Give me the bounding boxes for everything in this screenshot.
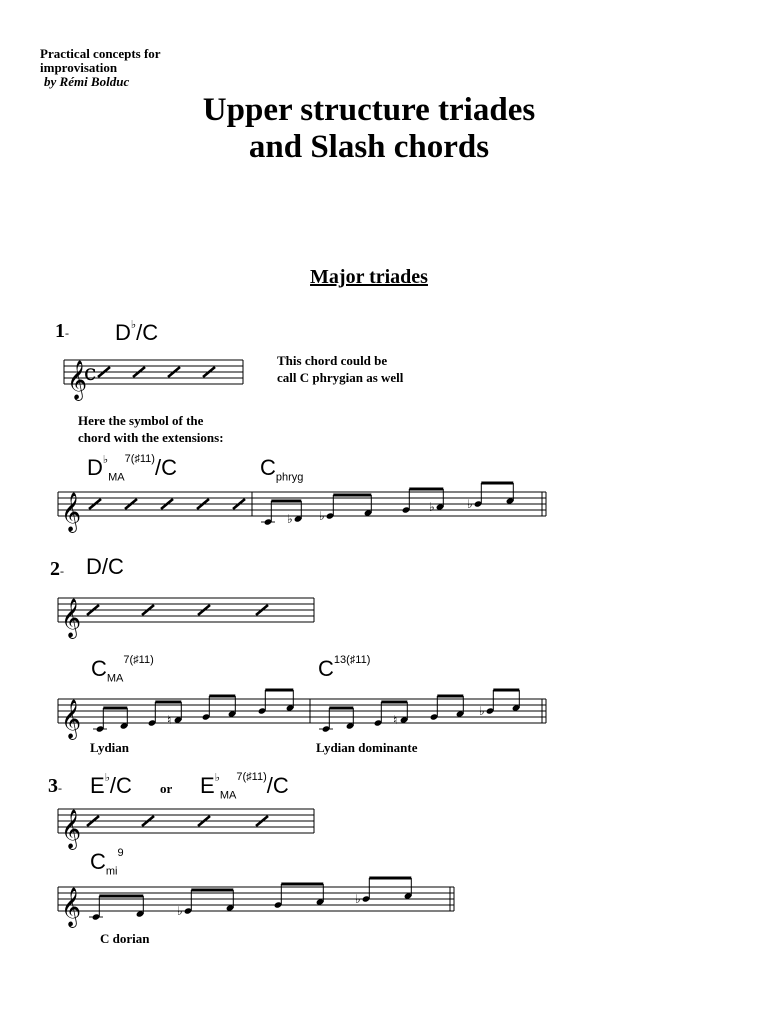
flat-icon: ♭ [177,904,183,918]
chord-root: D [115,320,131,345]
author-credit: by Rémi Bolduc [44,74,130,89]
flat-icon: ♭ [287,512,293,526]
chord-symbol-dbma7-over-c [87,455,177,483]
extensions-intro-line2: chord with the extensions: [78,430,224,445]
chord-symbol-c13-sharp11 [318,656,370,682]
label-c-dorian: C dorian [100,931,150,946]
treble-clef-icon: 𝄞 [61,809,82,849]
chord-quality: MA [106,672,124,685]
extensions-intro [78,412,224,446]
example-1-number: 1- [55,320,69,342]
example-3-number-value: 3 [48,775,58,797]
chord-quality: MA [108,471,125,484]
flat-icon: ♭ [467,497,473,511]
chord-bass: /C [154,455,177,480]
chord-symbol-cmi9 [90,849,124,877]
course-subtitle-line2: improvisation [40,60,118,75]
or-connector: or [160,781,173,796]
chord-extension: 9 [117,847,124,859]
flat-icon: ♭ [429,500,435,514]
chord-quality: mi [105,865,118,878]
page-title-line1: Upper structure triades [202,92,536,128]
chord-root: E [90,773,105,798]
treble-clef-icon: 𝄞 [67,360,88,400]
chord-root: C [90,849,106,874]
phrygian-note-line1: This chord could be [277,353,388,368]
chord-extension: 7(♯11) [124,453,155,465]
chord-extension: 7(♯11) [236,771,267,783]
natural-icon: ♮ [167,713,172,727]
label-lydian-dominante: Lydian dominante [316,740,418,755]
flat-sign: ♭ [102,454,109,466]
chord-extension: 7(♯11) [123,654,154,666]
chord-bass: /C [136,320,159,345]
example-3-number: 3- [48,775,62,797]
treble-clef-icon: 𝄞 [61,492,82,532]
chord-root: D [87,455,103,480]
treble-clef-icon: 𝄞 [61,887,82,927]
chord-quality: phryg [275,471,304,484]
chord-symbol-d-over-c: D/C [86,554,124,579]
chord-root: E [200,773,215,798]
flat-icon: ♭ [479,704,485,718]
example-2-number-value: 2 [50,558,60,580]
chord-symbol-eb-over-c [90,773,132,799]
flat-icon: ♭ [319,509,325,523]
treble-clef-icon: 𝄞 [61,699,82,739]
flat-icon: ♭ [355,892,361,906]
section-title: Major triades [310,266,428,288]
chord-symbol-cma7-sharp11 [91,656,154,684]
example-2-number: 2- [50,558,64,580]
treble-clef-icon: 𝄞 [61,598,82,638]
chord-extension: 13(♯11) [333,654,371,666]
natural-icon: ♮ [393,713,398,727]
phrygian-note-line2: call C phrygian as well [277,370,404,385]
chord-symbol-c-phryg [260,455,303,483]
label-lydian: Lydian [90,740,130,755]
flat-sign: ♭ [130,319,137,331]
chord-root: C [318,656,334,681]
page-title-line2: and Slash chords [248,129,490,165]
chord-root: C [260,455,276,480]
chord-quality: MA [219,789,237,802]
flat-sign: ♭ [214,772,220,784]
chord-symbol-ebma7-over-c [200,773,289,801]
common-time-icon: c [84,361,97,386]
extensions-intro-line1: Here the symbol of the [78,413,204,428]
chord-bass: /C [266,773,289,798]
flat-sign: ♭ [104,772,110,784]
example-1-number-value: 1 [55,320,65,342]
course-subtitle-line1: Practical concepts for [40,46,161,61]
chord-bass: /C [109,773,132,798]
phrygian-note [277,352,403,386]
chord-root: C [91,656,107,681]
